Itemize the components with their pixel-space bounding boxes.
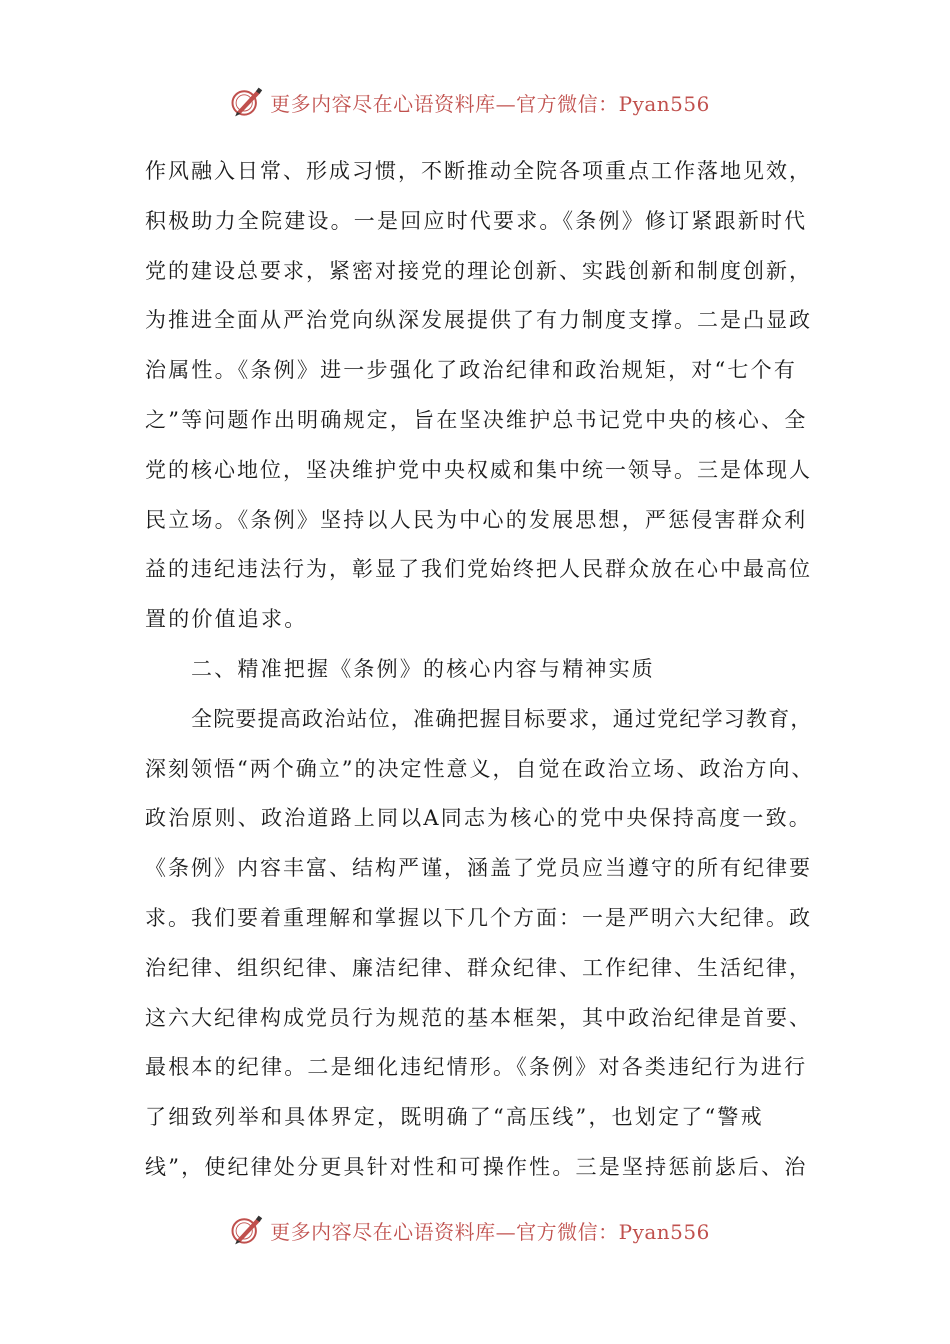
text-line: 益的违纪违法行为，彰显了我们党始终把人民群众放在心中最高位 bbox=[145, 557, 812, 582]
text-line: 积极助力全院建设。一是回应时代要求。《条例》修订紧跟新时代 bbox=[145, 208, 808, 233]
text-line: 深刻领悟“两个确立”的决定性意义，自觉在政治立场、政治方向、 bbox=[145, 756, 815, 781]
text-line: 党的建设总要求，紧密对接党的理论创新、实践创新和制度创新， bbox=[145, 258, 812, 283]
text-line: 党的核心地位，坚决维护党中央权威和集中统一领导。三是体现人 bbox=[145, 457, 812, 482]
text-line: 治纪律、组织纪律、廉洁纪律、群众纪律、工作纪律、生活纪律， bbox=[145, 955, 812, 980]
pen-logo-icon bbox=[228, 84, 264, 120]
text-line: 作风融入日常、形成习惯，不断推动全院各项重点工作落地见效， bbox=[145, 159, 812, 183]
header-watermark bbox=[0, 80, 950, 124]
text-line: 治属性。《条例》进一步强化了政治纪律和政治规矩，对“七个有 bbox=[145, 358, 798, 383]
text-line: 这六大纪律构成党员行为规范的基本框架，其中政治纪律是首要、 bbox=[145, 1005, 812, 1030]
footer-watermark bbox=[0, 1208, 950, 1252]
text-line: 了细致列举和具体界定，既明确了“高压线”，也划定了“警戒 bbox=[145, 1105, 764, 1130]
text-line: 为推进全面从严治党向纵深发展提供了有力制度支撑。二是凸显政 bbox=[145, 308, 812, 333]
text-line: 政治原则、政治道路上同以A同志为核心的党中央保持高度一致。 bbox=[145, 806, 812, 831]
text-line: 求。我们要着重理解和掌握以下几个方面：一是严明六大纪律。政 bbox=[145, 905, 812, 930]
footer-watermark-inner bbox=[228, 1212, 710, 1248]
text-line: 之”等问题作出明确规定，旨在坚决维护总书记党中央的核心、全 bbox=[145, 407, 808, 432]
pen-logo-icon bbox=[228, 1212, 264, 1248]
section-heading: 二、精准把握《条例》的核心内容与精神实质 bbox=[191, 656, 655, 681]
text-line: 民立场。《条例》坚持以人民为中心的发展思想，严惩侵害群众利 bbox=[145, 507, 808, 532]
text-line: 《条例》内容丰富、结构严谨，涵盖了党员应当遵守的所有纪律要 bbox=[145, 856, 812, 881]
footer-watermark-text: 更多内容尽在心语资料库—官方微信：Pyan556 bbox=[270, 1219, 710, 1244]
text-line: 全院要提高政治站位，准确把握目标要求，通过党纪学习教育， bbox=[191, 706, 813, 731]
header-watermark-text: 更多内容尽在心语资料库—官方微信：Pyan556 bbox=[270, 91, 710, 116]
header-watermark-inner bbox=[228, 84, 710, 120]
text-line: 线”，使纪律处分更具针对性和可操作性。三是坚持惩前毖后、治 bbox=[145, 1154, 808, 1179]
text-line: 置的价值追求。 bbox=[145, 607, 308, 632]
document-body bbox=[145, 147, 815, 1193]
text-line: 最根本的纪律。二是细化违纪情形。《条例》对各类违纪行为进行 bbox=[145, 1055, 808, 1080]
